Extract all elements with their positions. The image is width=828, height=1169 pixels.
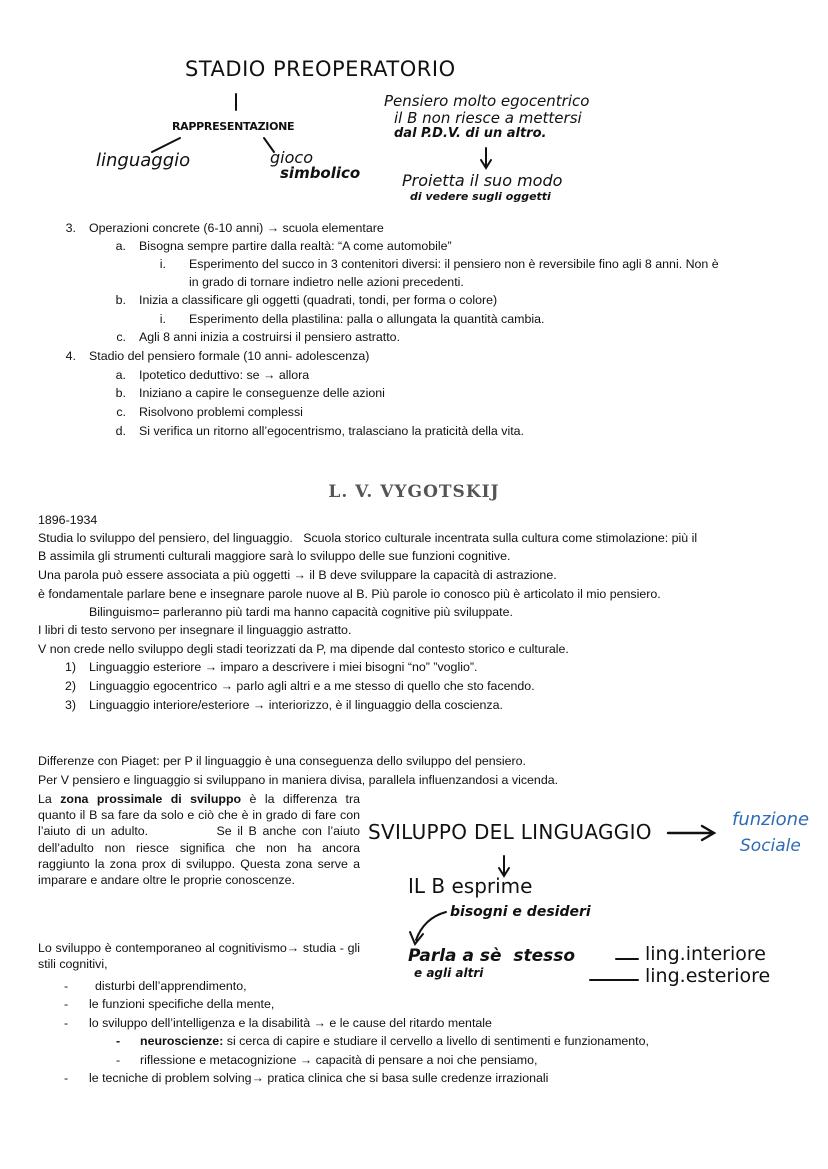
list-item: Inizia a classificare gli oggetti (quadrati, tondi, per forma o colore) — [139, 293, 498, 307]
zona-post: è la differenza tra quanto il B sa fare da solo e ciò che è in grado di fare con l’aiuto di un adulto. Se il B anche con l’aiuto dell’adulto non riesce significa che non ha ancora raggiunto la zona prox di sviluppo. Questa zona serve a imparare e andare oltre le proprie conoscenze. — [38, 792, 364, 888]
esprime-label: IL B esprime — [408, 874, 533, 898]
list-item: Ipotetico deduttivo: se → allora — [139, 368, 310, 382]
bullet-dash: - — [64, 979, 69, 993]
list-item: Esperimento della plastilina: palla o allungata la quantità cambia. — [189, 312, 545, 326]
funzione-label: funzione — [732, 809, 810, 830]
bullet-item: le tecniche di problem solving→ pratica clinica che si basa sulle credenze irrazionali — [89, 1071, 549, 1085]
list-item: Iniziano a capire le conseguenze delle azioni — [139, 386, 385, 400]
bullet-item: disturbi dell’apprendimento, — [95, 979, 247, 993]
zona-pre: La — [38, 792, 61, 806]
list-num: 4. — [65, 349, 76, 363]
simbolico-label: simbolico — [280, 164, 361, 182]
rappresentazione-label: RAPPRESENTAZIONE — [172, 120, 295, 133]
list-item: Linguaggio egocentrico → parlo agli altri e a me stesso di quello che sto facendo. — [89, 679, 535, 693]
list-num: b. — [115, 293, 126, 307]
sviluppo-linguaggio-label: SVILUPPO DEL LINGUAGGIO — [368, 820, 652, 844]
bullet-item — [140, 1033, 649, 1049]
list-item-cont: in grado di tornare indietro nelle azioni precedenti. — [189, 275, 464, 289]
list-num: 3. — [65, 221, 76, 235]
linguaggio-label: linguaggio — [96, 150, 191, 171]
ling-interiore-label: ling.interiore — [645, 943, 766, 965]
paragraph-line: Bilinguismo= parleranno più tardi ma hanno capacità cognitive più sviluppate. — [89, 605, 513, 619]
bullet-text: si cerca di capire e studiare il cervello a livello di sentimenti e funzionamento, — [223, 1034, 649, 1048]
paragraph-line: Una parola può essere associata a più oggetti → il B deve sviluppare la capacità di astrazione. — [38, 568, 557, 582]
list-item: Risolvono problemi complessi — [139, 405, 303, 419]
bullet-dash: - — [64, 1071, 69, 1085]
list-num: d. — [115, 424, 126, 438]
pensiero-line-3: dal P.D.V. di un altro. — [394, 126, 547, 141]
paragraph-line: Differenze con Piaget: per P il linguaggio è una conseguenza dello sviluppo del pensiero. — [38, 754, 526, 768]
ling-esteriore-label: ling.esteriore — [645, 965, 771, 987]
proietta-line-1: Proietta il suo modo — [402, 171, 563, 190]
bullet-dash: - — [64, 997, 69, 1011]
list-item: Stadio del pensiero formale (10 anni- adolescenza) — [89, 349, 370, 363]
paragraph-line: Per V pensiero e linguaggio si sviluppano in maniera divisa, parallela influenzandosi a vicenda. — [38, 773, 559, 787]
pensiero-line-1: Pensiero molto egocentrico — [384, 92, 590, 110]
paragraph-line: è fondamentale parlare bene e insegnare parole nuove al B. Più parole io conosco più è articolato il mio pensiero. — [38, 587, 661, 601]
bullet-item: le funzioni specifiche della mente, — [89, 997, 275, 1011]
paragraph-line: I libri di testo servono per insegnare il linguaggio astratto. — [38, 623, 352, 637]
list-item: Esperimento del succo in 3 contenitori diversi: il pensiero non è reversibile fino agli 8 anni. Non è — [189, 257, 719, 271]
list-num: c. — [116, 330, 126, 344]
list-item: Si verifica un ritorno all’egocentrismo, tralasciano la praticità della vita. — [139, 424, 524, 438]
list-num: i. — [159, 257, 166, 271]
list-num: 3) — [64, 698, 76, 712]
list-num: a. — [115, 239, 126, 253]
list-num: 1) — [64, 660, 76, 674]
list-num: 2) — [64, 679, 76, 693]
sociale-label: Sociale — [740, 836, 801, 856]
paragraph-line: V non crede nello sviluppo degli stadi teorizzati da P, ma dipende dal contesto storico e culturale. — [38, 642, 569, 656]
zona-paragraph — [38, 791, 364, 888]
bullet-dash: - — [64, 1016, 69, 1030]
bullet-dash: - — [116, 1034, 121, 1048]
pensiero-line-2: il B non riesce a mettersi — [394, 109, 582, 127]
gioco-label: gioco — [270, 148, 313, 167]
list-item: Linguaggio interiore/esteriore → interiorizzo, è il linguaggio della coscienza. — [89, 698, 503, 712]
agli-altri-label: e agli altri — [414, 966, 484, 980]
preoperatorio-title: STADIO PREOPERATORIO — [185, 57, 456, 81]
bullet-item: riflessione e metacognizione → capacità di pensare a noi che pensiamo, — [140, 1053, 538, 1067]
proietta-line-2: di vedere sugli oggetti — [410, 190, 551, 203]
bullet-item: lo sviluppo dell’intelligenza e la disabilità → e le cause del ritardo mentale — [89, 1016, 492, 1030]
paragraph-line: Studia lo sviluppo del pensiero, del linguaggio. Scuola storico culturale incentrata sulla cultura come stimolazione: più il — [38, 531, 698, 545]
list-num: a. — [115, 368, 126, 382]
list-item: Agli 8 anni inizia a costruirsi il pensiero astratto. — [139, 330, 401, 344]
list-num: i. — [159, 312, 166, 326]
list-item: Linguaggio esteriore → imparo a descrivere i miei bisogni “no” ”voglio”. — [89, 660, 478, 674]
paragraph-line: B assimila gli strumenti culturali maggiore sarà lo sviluppo delle sue funzioni cognitive. — [38, 549, 511, 563]
cognitivismo-paragraph: Lo sviluppo è contemporaneo al cognitivismo→ studia - gli stili cognitivi, — [38, 941, 360, 972]
zona-bold: zona prossimale di sviluppo — [60, 792, 242, 806]
years: 1896-1934 — [38, 513, 98, 527]
list-item: Operazioni concrete (6-10 anni) → scuola elementare — [89, 221, 384, 235]
list-num: b. — [115, 386, 126, 400]
bullet-dash: - — [116, 1053, 121, 1067]
list-item: Bisogna sempre partire dalla realtà: “A come automobile” — [139, 239, 452, 253]
parla-label: Parla a sè stesso — [408, 946, 576, 966]
list-num: c. — [116, 405, 126, 419]
bisogni-label: bisogni e desideri — [450, 904, 591, 920]
bullet-bold: neuroscienze: — [140, 1034, 224, 1048]
section-heading: L. V. VYGOTSKIJ — [328, 482, 500, 502]
